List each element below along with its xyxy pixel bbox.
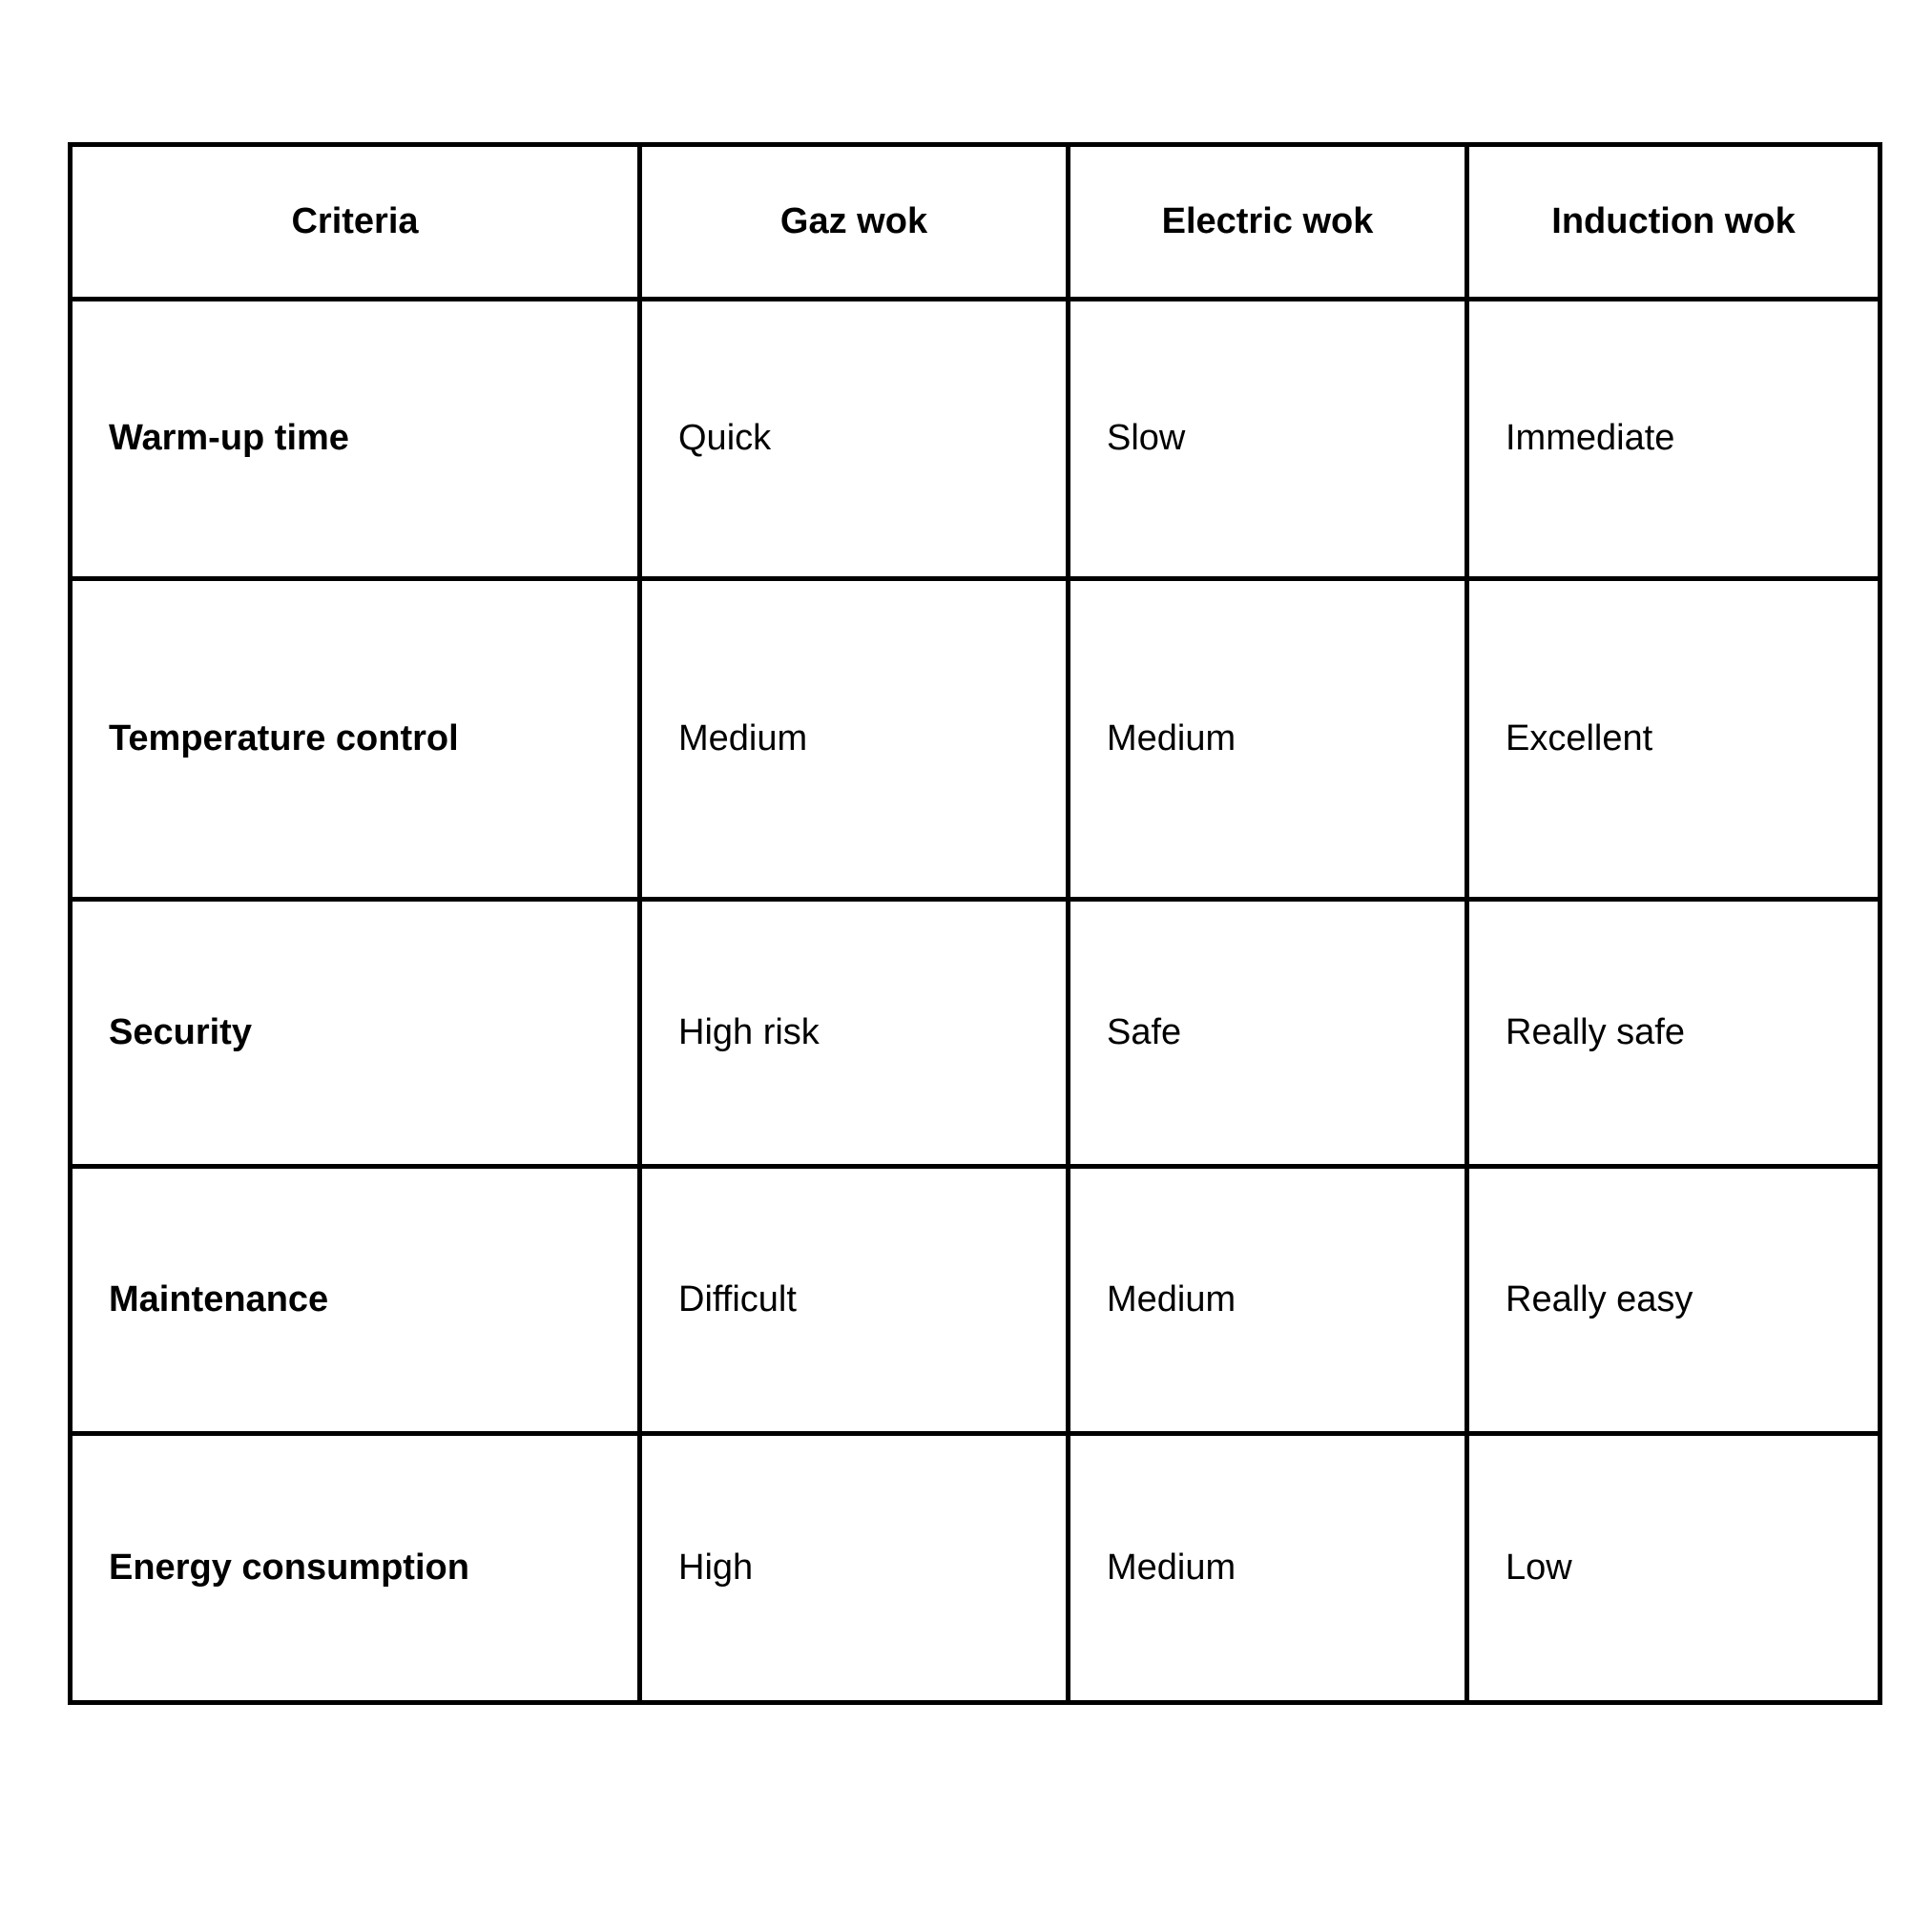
- table-row: [71, 1167, 1880, 1434]
- table-cell: Really safe: [1467, 900, 1880, 1167]
- table-cell: Safe: [1069, 900, 1467, 1167]
- table-cell: Low: [1467, 1434, 1880, 1703]
- row-label: Warm-up time: [71, 300, 640, 579]
- table-row: [71, 1434, 1880, 1703]
- header-induction-wok: Induction wok: [1467, 145, 1880, 300]
- row-label: Security: [71, 900, 640, 1167]
- table-cell: High risk: [640, 900, 1069, 1167]
- header-criteria: Criteria: [71, 145, 640, 300]
- table-cell: Really easy: [1467, 1167, 1880, 1434]
- row-label: Maintenance: [71, 1167, 640, 1434]
- table-cell: Medium: [640, 579, 1069, 900]
- row-label: Temperature control: [71, 579, 640, 900]
- table-row: [71, 900, 1880, 1167]
- table-cell: Immediate: [1467, 300, 1880, 579]
- table-cell: Medium: [1069, 579, 1467, 900]
- row-label: Energy consumption: [71, 1434, 640, 1703]
- table-cell: High: [640, 1434, 1069, 1703]
- table-cell: Medium: [1069, 1167, 1467, 1434]
- table-row: [71, 300, 1880, 579]
- table-cell: Slow: [1069, 300, 1467, 579]
- table-cell: Excellent: [1467, 579, 1880, 900]
- table-cell: Difficult: [640, 1167, 1069, 1434]
- table-cell: Medium: [1069, 1434, 1467, 1703]
- table-header-row: [71, 145, 1880, 300]
- table-cell: Quick: [640, 300, 1069, 579]
- header-gaz-wok: Gaz wok: [640, 145, 1069, 300]
- wok-comparison-table: [68, 142, 1882, 1705]
- table-row: [71, 579, 1880, 900]
- header-electric-wok: Electric wok: [1069, 145, 1467, 300]
